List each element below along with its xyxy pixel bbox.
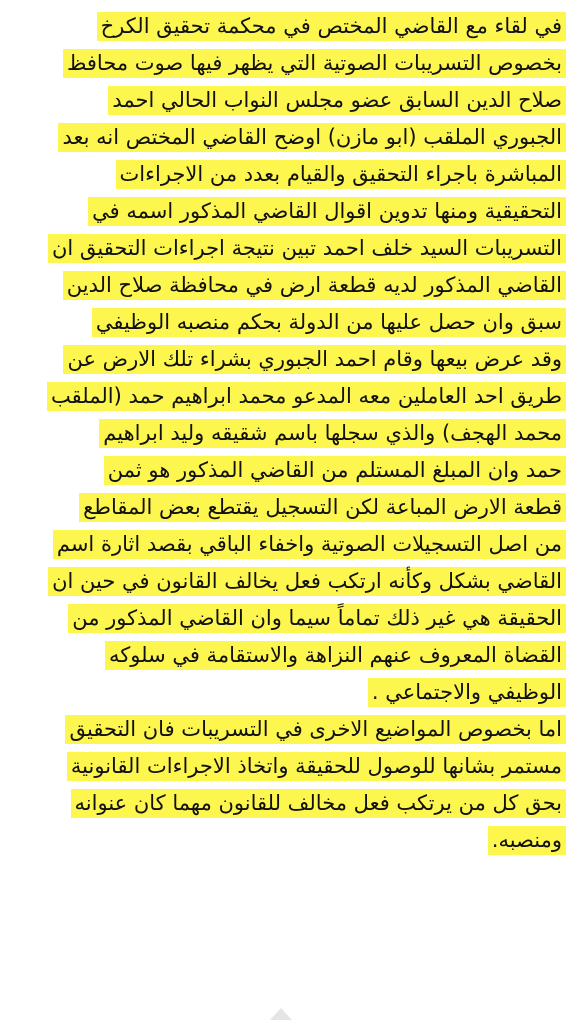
text-line <box>6 82 566 119</box>
page-notch-decoration <box>270 1008 292 1020</box>
highlighted-text: صلاح الدين السابق عضو مجلس النواب الحالي احمد <box>108 86 566 115</box>
article-text <box>6 8 566 859</box>
highlighted-text: الجبوري الملقب (ابو مازن) اوضح القاضي المختص انه بعد <box>58 123 566 152</box>
text-line <box>6 341 566 378</box>
highlighted-text: بخصوص التسريبات الصوتية التي يظهر فيها صوت محافظ <box>63 49 566 78</box>
text-line <box>6 378 566 415</box>
highlighted-text: التسريبات السيد خلف احمد تبين نتيجة اجراءات التحقيق ان <box>48 234 566 263</box>
text-line <box>6 119 566 156</box>
highlighted-text: وقد عرض بيعها وقام احمد الجبوري بشراء تلك الارض عن <box>63 345 566 374</box>
highlighted-text: التحقيقية ومنها تدوين اقوال القاضي المذكور اسمه في <box>88 197 566 226</box>
text-line <box>6 45 566 82</box>
highlighted-text: قطعة الارض المباعة لكن التسجيل يقتطع بعض المقاطع <box>79 493 566 522</box>
text-line <box>6 230 566 267</box>
highlighted-text: طريق احد العاملين معه المدعو محمد ابراهيم حمد (الملقب <box>47 382 566 411</box>
highlighted-text: اما بخصوص المواضيع الاخرى في التسريبات فان التحقيق <box>65 715 566 744</box>
text-line <box>6 563 566 600</box>
text-line <box>6 193 566 230</box>
text-line <box>6 526 566 563</box>
highlighted-text: الوظيفي والاجتماعي . <box>368 678 566 707</box>
text-line <box>6 304 566 341</box>
text-line <box>6 711 566 748</box>
highlighted-text: القاضي بشكل وكأنه ارتكب فعل يخالف القانون في حين ان <box>48 567 566 596</box>
text-line <box>6 822 566 859</box>
highlighted-text: في لقاء مع القاضي المختص في محكمة تحقيق الكرخ <box>97 12 566 41</box>
text-line <box>6 600 566 637</box>
text-line <box>6 785 566 822</box>
text-line <box>6 156 566 193</box>
text-line <box>6 415 566 452</box>
highlighted-text: سبق وان حصل عليها من الدولة بحكم منصبه الوظيفي <box>92 308 566 337</box>
text-line <box>6 8 566 45</box>
highlighted-text: ومنصبه. <box>488 826 566 855</box>
highlighted-text: بحق كل من يرتكب فعل مخالف للقانون مهما كان عنوانه <box>71 789 566 818</box>
text-line <box>6 267 566 304</box>
highlighted-text: من اصل التسجيلات الصوتية واخفاء الباقي بقصد اثارة اسم <box>53 530 566 559</box>
highlighted-text: مستمر بشانها للوصول للحقيقة واتخاذ الاجراءات القانونية <box>67 752 566 781</box>
text-line <box>6 748 566 785</box>
text-line <box>6 674 566 711</box>
text-line <box>6 452 566 489</box>
highlighted-text: القاضي المذكور لديه قطعة ارض في محافظة صلاح الدين <box>63 271 566 300</box>
highlighted-text: حمد وان المبلغ المستلم من القاضي المذكور هو ثمن <box>104 456 566 485</box>
text-line <box>6 489 566 526</box>
highlighted-text: القضاة المعروف عنهم النزاهة والاستقامة في سلوكه <box>105 641 566 670</box>
highlighted-text: محمد الهجف) والذي سجلها باسم شقيقه وليد ابراهيم <box>99 419 566 448</box>
highlighted-text: المباشرة باجراء التحقيق والقيام بعدد من الاجراءات <box>116 160 566 189</box>
highlighted-text: الحقيقة هي غير ذلك تماماً سيما وان القاضي المذكور من <box>68 604 566 633</box>
text-line <box>6 637 566 674</box>
